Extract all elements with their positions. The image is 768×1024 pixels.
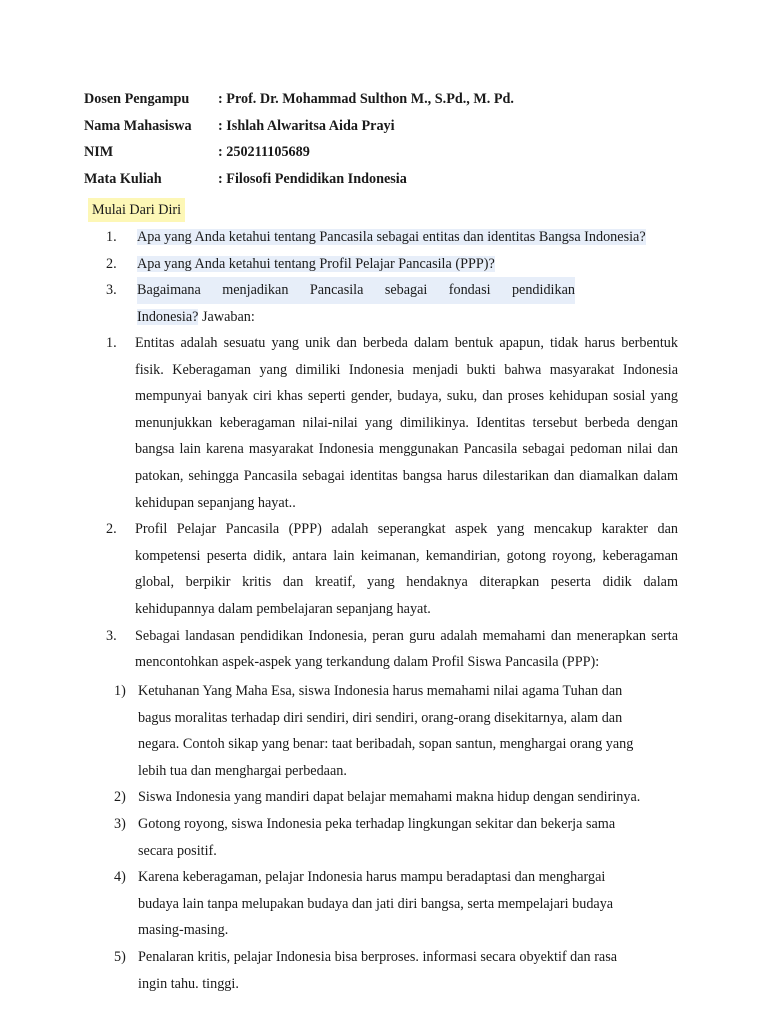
answer-item bbox=[106, 516, 678, 622]
aspect-number: 1) bbox=[114, 683, 126, 699]
aspect-text bbox=[138, 944, 674, 997]
aspect-line: Gotong royong, siswa Indonesia peka terhadap lingkungan sekitar dan bekerja sama bbox=[138, 815, 616, 832]
aspect-number: 2) bbox=[114, 789, 126, 806]
question-item bbox=[106, 251, 680, 278]
aspect-line: masing-masing. bbox=[138, 922, 229, 939]
answer-list bbox=[106, 330, 678, 676]
aspect-text bbox=[138, 864, 674, 944]
aspect-line: negara. Contoh sikap yang benar: taat beribadah, sopan santun, menghargai orang yang bbox=[138, 736, 634, 753]
answer-text: Profil Pelajar Pancasila (PPP) adalah seperangkat aspek yang mencakup karakter dan kompetensi peserta didik, antara lain keimanan, kemandirian, gotong royong, keberagaman global, berpikir kritis dan kreatif, yang hendaknya diterapkan peserta didik dalam kehidupannya dalam pembelajaran sepanjang hayat. bbox=[135, 521, 678, 617]
info-row-lecturer bbox=[84, 86, 704, 113]
question-item bbox=[106, 277, 680, 304]
student-info-header bbox=[84, 86, 704, 192]
aspect-line: Siswa Indonesia yang mandiri dapat belajar memahami makna hidup dengan sendirinya. bbox=[138, 789, 641, 806]
aspect-number: 5) bbox=[114, 948, 126, 965]
aspect-item bbox=[114, 864, 674, 944]
aspect-line: Ketuhanan Yang Maha Esa, siswa Indonesia harus memahami nilai agama Tuhan dan bbox=[138, 683, 623, 699]
answer-text: Entitas adalah sesuatu yang unik dan berbeda dalam bentuk apapun, tidak harus berbentuk fisik. Keberagaman yang dimiliki Indonesia menjadi bukti bahwa masyarakat Indonesia mempunyai banyak ciri khas seperti gender, budaya, suku, dan proses kehidupan sosial yang menunjukkan keberagaman nilai-nilai yang dimilikinya. Identitas tersebut berbeda dengan bangsa lain karena masyarakat Indonesia menggunakan Pancasila sebagai pedoman nilai dan patokan, sehingga Pancasila sebagai identitas bangsa harus dilestarikan dan diamalkan dalam kehidupan sepanjang hayat.. bbox=[135, 335, 678, 511]
aspect-line: secara positif. bbox=[138, 842, 217, 859]
info-row-student-name bbox=[84, 113, 704, 140]
answer-label: Jawaban: bbox=[198, 309, 255, 325]
info-row-nim bbox=[84, 139, 704, 166]
info-label: NIM bbox=[84, 144, 114, 160]
answer-number: 3. bbox=[106, 627, 117, 644]
aspect-line: budaya lain tanpa melupakan budaya dan jati diri bangsa, serta mempelajari budaya bbox=[138, 895, 614, 912]
aspect-text bbox=[138, 811, 674, 864]
aspect-item bbox=[114, 678, 674, 784]
aspect-item bbox=[114, 811, 674, 864]
aspect-number: 4) bbox=[114, 869, 126, 886]
question-number: 3. bbox=[106, 282, 117, 298]
answer-number: 1. bbox=[106, 335, 117, 351]
aspect-item bbox=[114, 944, 674, 997]
section-title: Mulai Dari Diri bbox=[88, 198, 185, 222]
question-list bbox=[106, 224, 680, 304]
info-value: : Filosofi Pendidikan Indonesia bbox=[218, 170, 407, 187]
info-label: Dosen Pengampu bbox=[84, 91, 190, 107]
info-label: Nama Mahasiswa bbox=[84, 117, 192, 134]
question-text: Apa yang Anda ketahui tentang Profil Pelajar Pancasila (PPP)? bbox=[137, 255, 495, 272]
info-row-course bbox=[84, 166, 704, 193]
info-value: : Prof. Dr. Mohammad Sulthon M., S.Pd., M. Pd. bbox=[218, 91, 514, 107]
aspect-text bbox=[138, 784, 674, 811]
question-item bbox=[106, 224, 680, 251]
question-number: 1. bbox=[106, 229, 117, 245]
aspect-number: 3) bbox=[114, 815, 126, 832]
aspect-line: lebih tua dan menghargai perbedaan. bbox=[138, 762, 347, 779]
aspect-line: ingin tahu. tinggi. bbox=[138, 975, 239, 992]
question-number: 2. bbox=[106, 255, 117, 272]
question-text: Bagaimana menjadikan Pancasila sebagai fondasi pendidikan bbox=[137, 277, 575, 304]
answer-text: Sebagai landasan pendidikan Indonesia, peran guru adalah memahami dan menerapkan serta mencontohkan aspek-aspek yang terkandung dalam Profil Siswa Pancasila (PPP): bbox=[135, 627, 678, 671]
question-text: Apa yang Anda ketahui tentang Pancasila sebagai entitas dan identitas Bangsa Indonesia? bbox=[137, 229, 646, 245]
answer-number: 2. bbox=[106, 521, 117, 538]
aspect-line: Karena keberagaman, pelajar Indonesia harus mampu beradaptasi dan menghargai bbox=[138, 869, 606, 886]
info-label: Mata Kuliah bbox=[84, 170, 162, 187]
info-value: : Ishlah Alwaritsa Aida Prayi bbox=[218, 117, 395, 134]
aspect-text bbox=[138, 678, 674, 784]
answer-item bbox=[106, 623, 678, 676]
answer-item bbox=[106, 330, 678, 516]
aspect-line: Penalaran kritis, pelajar Indonesia bisa berproses. informasi secara obyektif dan rasa bbox=[138, 948, 618, 965]
question-text-continued: Indonesia? bbox=[137, 309, 199, 325]
info-value: : 250211105689 bbox=[218, 144, 310, 160]
aspect-line: bagus moralitas terhadap diri sendiri, diri sendiri, orang-orang disekitarnya, alam dan bbox=[138, 709, 623, 726]
aspect-item bbox=[114, 784, 674, 811]
question-continuation bbox=[137, 304, 255, 331]
aspect-list bbox=[114, 678, 674, 997]
